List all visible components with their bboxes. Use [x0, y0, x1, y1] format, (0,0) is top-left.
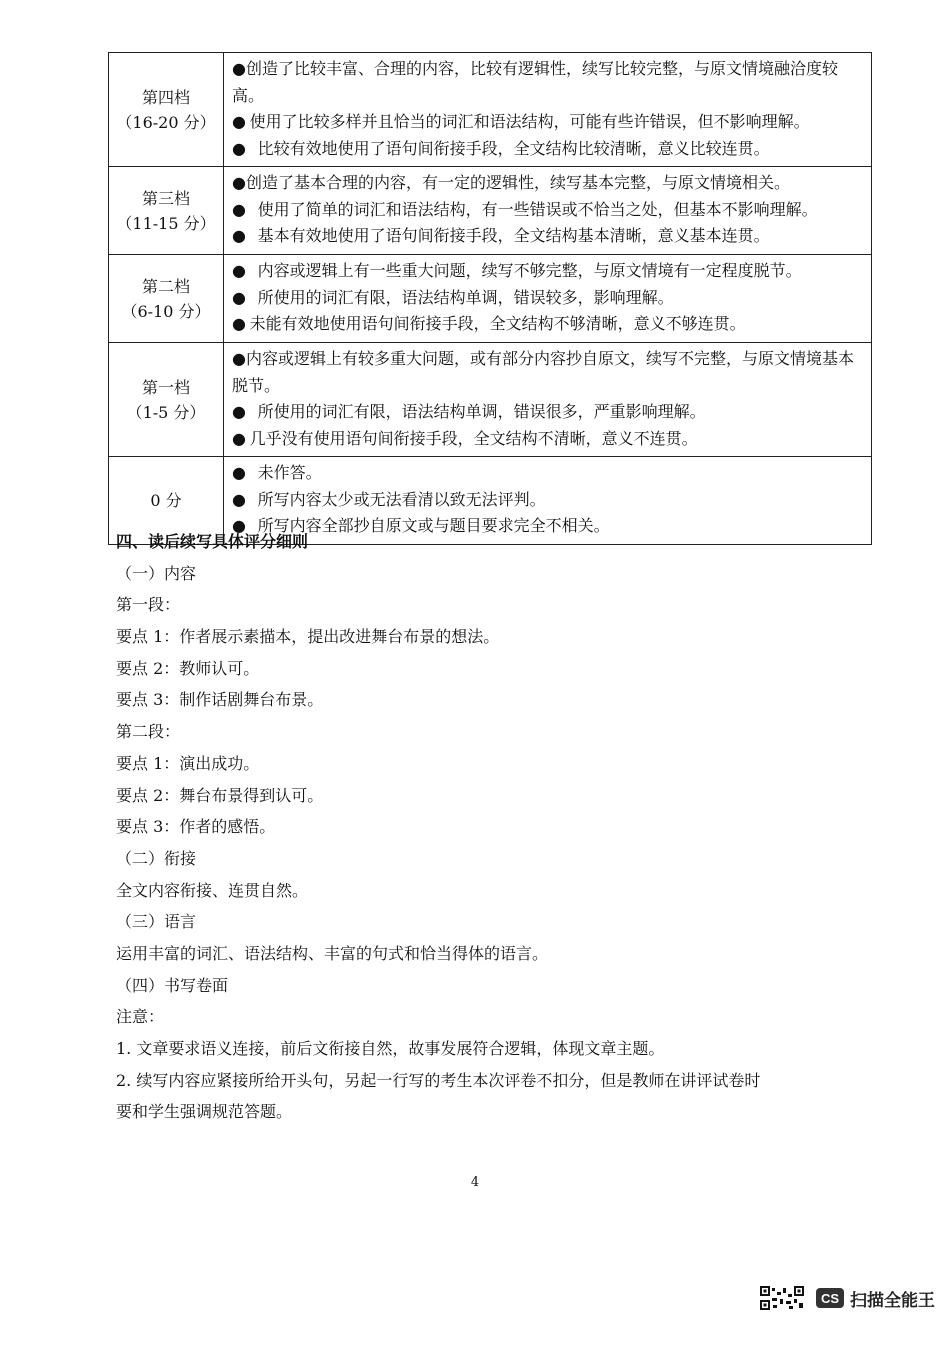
level-name: 0 分	[150, 491, 182, 510]
description-cell	[224, 255, 872, 343]
criterion: ● 基本有效地使用了语句间衔接手段，全文结构基本清晰，意义基本连贯。	[232, 223, 865, 250]
level-name: 第四档	[141, 87, 190, 107]
level-range: （11-15 分）	[116, 213, 216, 233]
level-cell	[109, 255, 224, 343]
bullet-icon: ●	[232, 199, 246, 219]
level-name: 第一档	[141, 377, 190, 397]
bullet-icon: ●	[232, 463, 246, 483]
bullet-icon: ●	[232, 489, 246, 509]
bullet-icon: ●	[232, 516, 246, 536]
level-cell	[109, 167, 224, 255]
scoring-details	[116, 526, 876, 1128]
cohesion-text: 全文内容衔接、连贯自然。	[116, 880, 309, 900]
bullet-icon: ●	[232, 226, 246, 246]
content-heading: （一）内容	[116, 563, 197, 583]
rubric-row	[109, 167, 872, 255]
key-point: 要点 2：舞台布景得到认可。	[116, 785, 324, 805]
level-range: （6-10 分）	[121, 301, 211, 321]
key-point: 要点 2：教师认可。	[116, 658, 260, 678]
description-cell	[224, 343, 872, 457]
criterion: ●创造了基本合理的内容，有一定的逻辑性，续写基本完整，与原文情境相关。	[232, 173, 790, 193]
section-title: 四、读后续写具体评分细则	[116, 532, 309, 551]
level-name: 第三档	[141, 188, 190, 208]
paragraph-label: 第二段：	[116, 722, 181, 742]
criterion: ● 使用了比较多样并且恰当的词汇和语法结构，可能有些许错误，但不影响理解。	[232, 109, 865, 136]
camscanner-logo-icon: CS	[816, 1288, 844, 1308]
scanner-watermark	[760, 1283, 935, 1313]
key-point: 要点 3：作者的感悟。	[116, 817, 276, 837]
bullet-icon: ●	[232, 112, 246, 131]
description-cell	[224, 53, 872, 167]
level-cell	[109, 53, 224, 167]
bullet-icon: ●	[232, 287, 246, 307]
criterion: ● 使用了简单的词汇和语法结构，有一些错误或不恰当之处，但基本不影响理解。	[232, 197, 865, 224]
note-item-continued: 要和学生强调规范答题。	[116, 1102, 293, 1122]
qr-code-icon	[760, 1286, 804, 1310]
description-cell	[224, 167, 872, 255]
key-point: 要点 1：作者展示素描本，提出改进舞台布景的想法。	[116, 627, 500, 647]
level-range: （16-20 分）	[116, 112, 216, 132]
cohesion-heading: （二）衔接	[116, 848, 197, 868]
criterion: ● 未能有效地使用语句间衔接手段，全文结构不够清晰，意义不够连贯。	[232, 311, 865, 338]
language-text: 运用丰富的词汇、语法结构、丰富的句式和恰当得体的语言。	[116, 943, 549, 963]
bullet-icon: ●	[232, 314, 246, 334]
scanner-app-name: 扫描全能王	[850, 1290, 935, 1310]
key-point: 要点 1：演出成功。	[116, 753, 260, 773]
level-range: （1-5 分）	[126, 402, 206, 422]
note-item: 1. 文章要求语义连接，前后文衔接自然，故事发展符合逻辑，体现文章主题。	[116, 1039, 665, 1058]
note-item: 2. 续写内容应紧接所给开头句，另起一行写的考生本次评卷不扣分，但是教师在讲评试卷时	[116, 1070, 761, 1090]
level-cell	[109, 343, 224, 457]
rubric-row	[109, 343, 872, 457]
rubric-table	[108, 52, 872, 545]
criterion: ● 所使用的词汇有限，语法结构单调，错误较多，影响理解。	[232, 285, 865, 312]
bullet-icon: ●	[232, 138, 246, 158]
criterion: ● 比较有效地使用了语句间衔接手段，全文结构比较清晰，意义比较连贯。	[232, 136, 865, 163]
criterion: ● 所写内容全部抄自原文或与题目要求完全不相关。	[232, 513, 865, 540]
rubric-row	[109, 53, 872, 167]
level-name: 第二档	[141, 276, 190, 296]
criterion: ● 几乎没有使用语句间衔接手段，全文结构不清晰，意义不连贯。	[232, 426, 865, 453]
criterion: ● 内容或逻辑上有一些重大问题，续写不够完整，与原文情境有一定程度脱节。	[232, 258, 865, 285]
page-number: 4	[470, 1175, 480, 1190]
criterion: ●创造了比较丰富、合理的内容，比较有逻辑性，续写比较完整，与原文情境融洽度较高。	[232, 59, 838, 105]
rubric-row	[109, 255, 872, 343]
criterion: ● 所写内容太少或无法看清以致无法评判。	[232, 487, 865, 514]
criterion: ●内容或逻辑上有较多重大问题，或有部分内容抄自原文，续写不完整，与原文情境基本脱节。	[232, 349, 854, 395]
language-heading: （三）语言	[116, 912, 197, 932]
bullet-icon: ●	[232, 402, 246, 421]
bullet-icon: ●	[232, 428, 246, 448]
key-point: 要点 3：制作话剧舞台布景。	[116, 690, 324, 710]
criterion: ● 所使用的词汇有限，语法结构单调，错误很多，严重影响理解。	[232, 399, 865, 426]
writing-heading: （四）书写卷面	[116, 975, 229, 995]
criterion: ● 未作答。	[232, 460, 865, 487]
paragraph-label: 第一段：	[116, 595, 181, 615]
note-label: 注意：	[116, 1007, 165, 1027]
bullet-icon: ●	[232, 261, 246, 281]
